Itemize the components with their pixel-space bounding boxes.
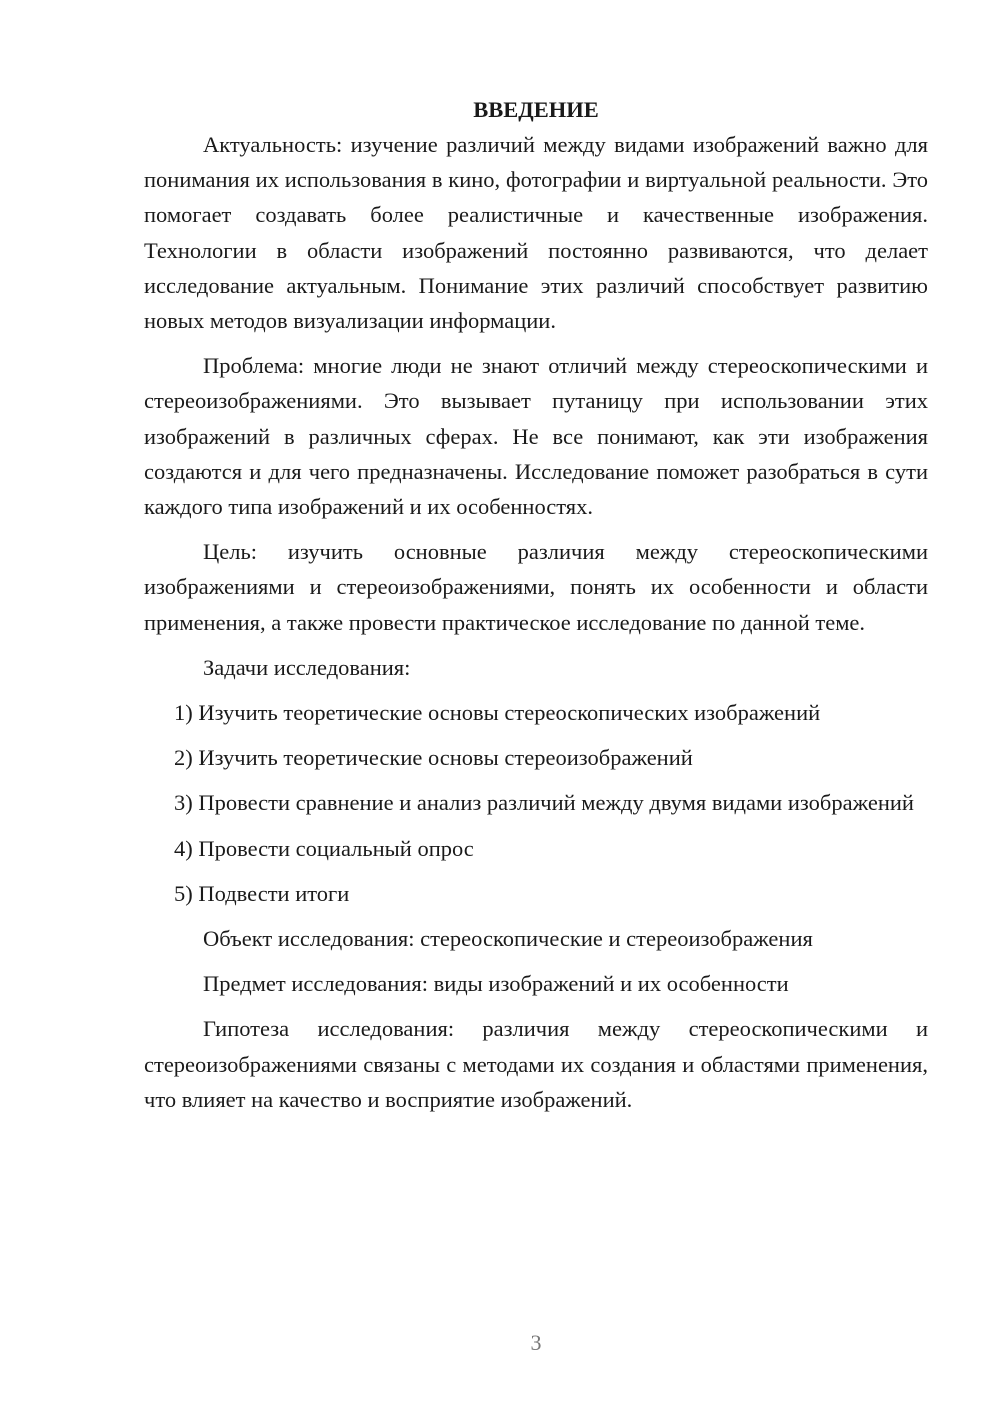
paragraph-problem: Проблема: многие люди не знают отличий между стереоскопическими и стереоизображениями. Это вызывает путаницу при использовании этих изображений в различных сферах. Не все понимают, как эти изображения создаются и для чего предназначены. Исследование поможет разобраться в сути каждого типа изображений и их особенностях.	[144, 353, 928, 520]
task-item-4: 4) Провести социальный опрос	[174, 835, 474, 861]
task-item-1: 1) Изучить теоретические основы стереоскопических изображений	[174, 700, 821, 726]
page-content	[144, 92, 928, 1127]
research-subject: Предмет исследования: виды изображений и их особенности	[203, 971, 789, 997]
research-hypothesis: Гипотеза исследования: различия между стереоскопическими и стереоизображениями связаны с методами их создания и областями применения, что влияет на качество и восприятие изображений.	[144, 1016, 928, 1112]
tasks-title: Задачи исследования:	[203, 654, 411, 680]
page-number: 3	[530, 1330, 542, 1355]
paragraph-relevance: Актуальность: изучение различий между видами изображений важно для понимания их использования в кино, фотографии и виртуальной реальности. Это помогает создавать более реалистичные и качественные изображения. Технологии в области изображений постоянно развиваются, что делает исследование актуальным. Понимание этих различий способствует развитию новых методов визуализации информации.	[144, 132, 928, 334]
section-heading: ВВЕДЕНИЕ	[473, 97, 599, 122]
task-item-3: 3) Провести сравнение и анализ различий между двумя видами изображений	[174, 790, 914, 816]
paragraph-goal: Цель: изучить основные различия между стереоскопическими изображениями и стереоизображениями, понять их особенности и области применения, а также провести практическое исследование по данной теме.	[144, 539, 928, 635]
task-item-5: 5) Подвести итоги	[174, 880, 350, 906]
research-object: Объект исследования: стереоскопические и стереоизображения	[203, 926, 813, 952]
task-item-2: 2) Изучить теоретические основы стереоизображений	[174, 745, 693, 771]
